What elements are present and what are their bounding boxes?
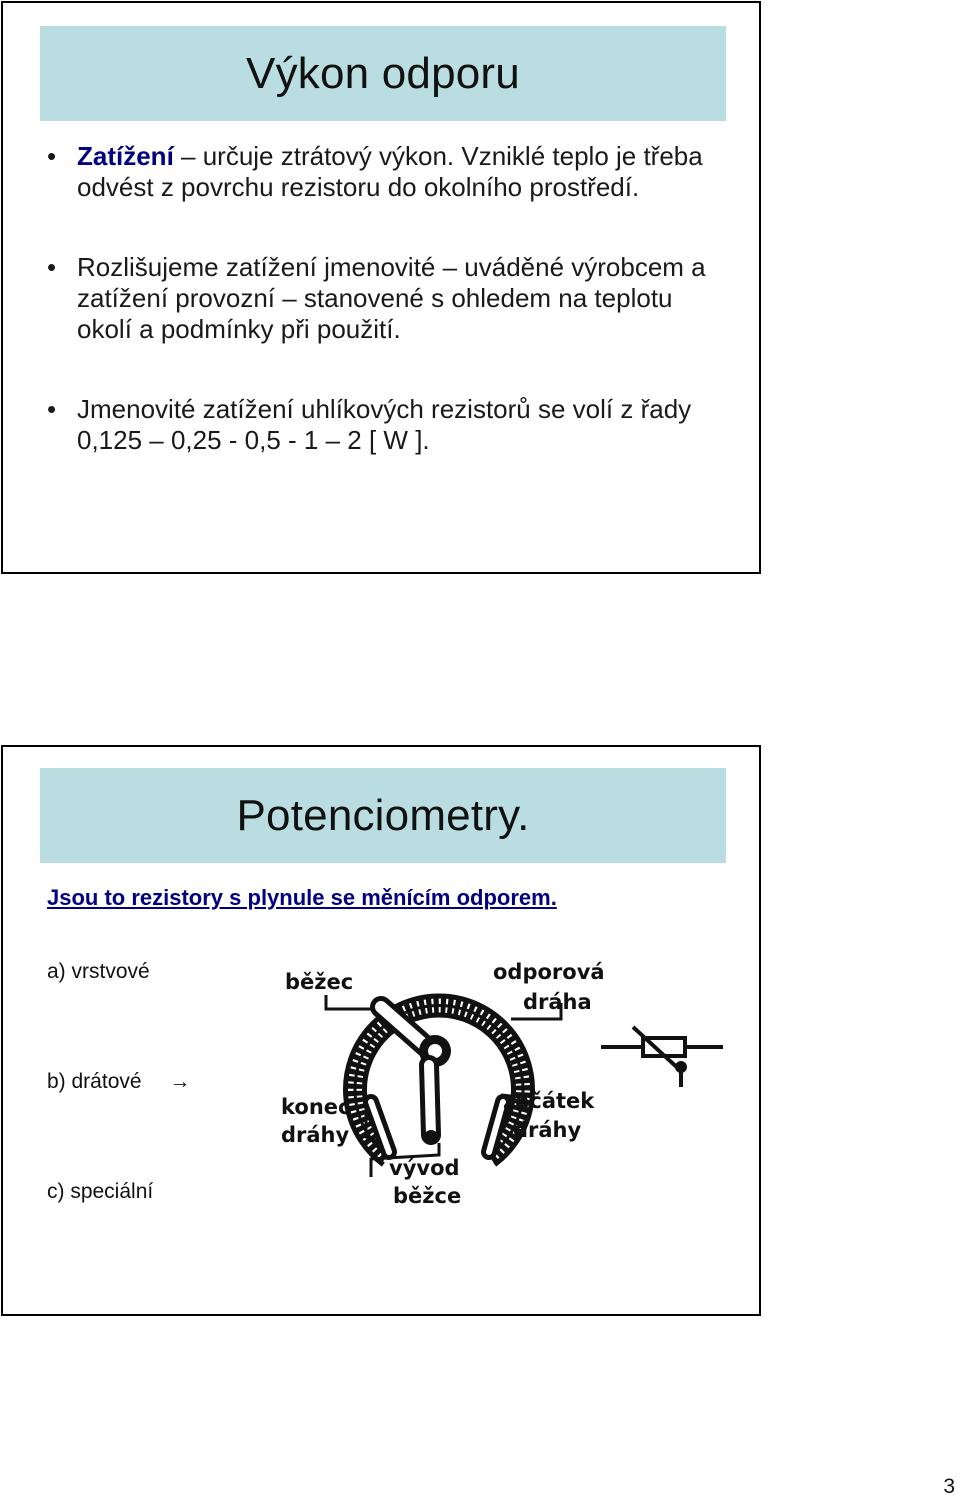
label-wiper-terminal-line1: vývod bbox=[389, 1156, 460, 1180]
bullet-item bbox=[47, 394, 727, 456]
slide-title-box bbox=[40, 768, 726, 863]
label-track-line1: odporová bbox=[493, 960, 605, 984]
label-track-start-line1: začátek bbox=[503, 1089, 595, 1113]
type-label-text: b) drátové bbox=[47, 1070, 142, 1093]
label-track-line2: dráha bbox=[523, 990, 592, 1014]
page-number: 3 bbox=[943, 1475, 955, 1498]
wiper-terminal-icon bbox=[424, 1065, 438, 1144]
type-label-dratove bbox=[47, 1070, 190, 1094]
label-track-end-line1: konec bbox=[281, 1095, 351, 1119]
bullet-item bbox=[47, 252, 727, 345]
type-label-text: a) vrstvové bbox=[47, 960, 150, 983]
type-label-specialni bbox=[47, 1180, 153, 1204]
slide-potenciometry bbox=[1, 745, 761, 1316]
label-wiper-terminal-line2: běžce bbox=[393, 1184, 462, 1208]
potentiometer-symbol-icon bbox=[601, 1027, 723, 1087]
bullet-text: Rozlišujeme zatížení jmenovité – uváděné výrobcem a zatížení provozní – stanovené s ohledem na teplotu okolí a podmínky při použití. bbox=[77, 252, 706, 344]
bullet-text: Jmenovité zatížení uhlíkových rezistorů se volí z řady 0,125 – 0,25 - 0,5 - 1 – 2 [ W ]. bbox=[77, 394, 692, 455]
potentiometer-diagram bbox=[271, 947, 735, 1227]
type-label-vrstvove bbox=[47, 960, 150, 984]
slide-subtitle: Jsou to rezistory s plynule se měnícím odporem. bbox=[47, 885, 557, 910]
arrow-right-icon: → bbox=[169, 1070, 191, 1093]
bullet-list bbox=[47, 141, 727, 456]
bullet-dot: • bbox=[47, 394, 57, 424]
label-track-end-line2: dráhy bbox=[281, 1123, 350, 1147]
slide-title: Výkon odporu bbox=[246, 48, 520, 98]
slide-vykon-odporu bbox=[1, 1, 761, 574]
label-wiper: běžec bbox=[285, 970, 354, 994]
slide-title-box bbox=[40, 26, 726, 121]
bullet-keyword: Zatížení bbox=[77, 141, 174, 171]
bullet-dot: • bbox=[47, 252, 57, 282]
bullet-text: – určuje ztrátový výkon. Vzniklé teplo je třeba odvést z povrchu rezistoru do okolního prostředí. bbox=[77, 141, 703, 202]
bullet-item bbox=[47, 141, 727, 203]
slide-title: Potenciometry. bbox=[236, 790, 530, 840]
type-label-text: c) speciální bbox=[47, 1180, 154, 1203]
label-track-start-line2: dráhy bbox=[513, 1118, 582, 1142]
bullet-dot: • bbox=[47, 141, 57, 171]
